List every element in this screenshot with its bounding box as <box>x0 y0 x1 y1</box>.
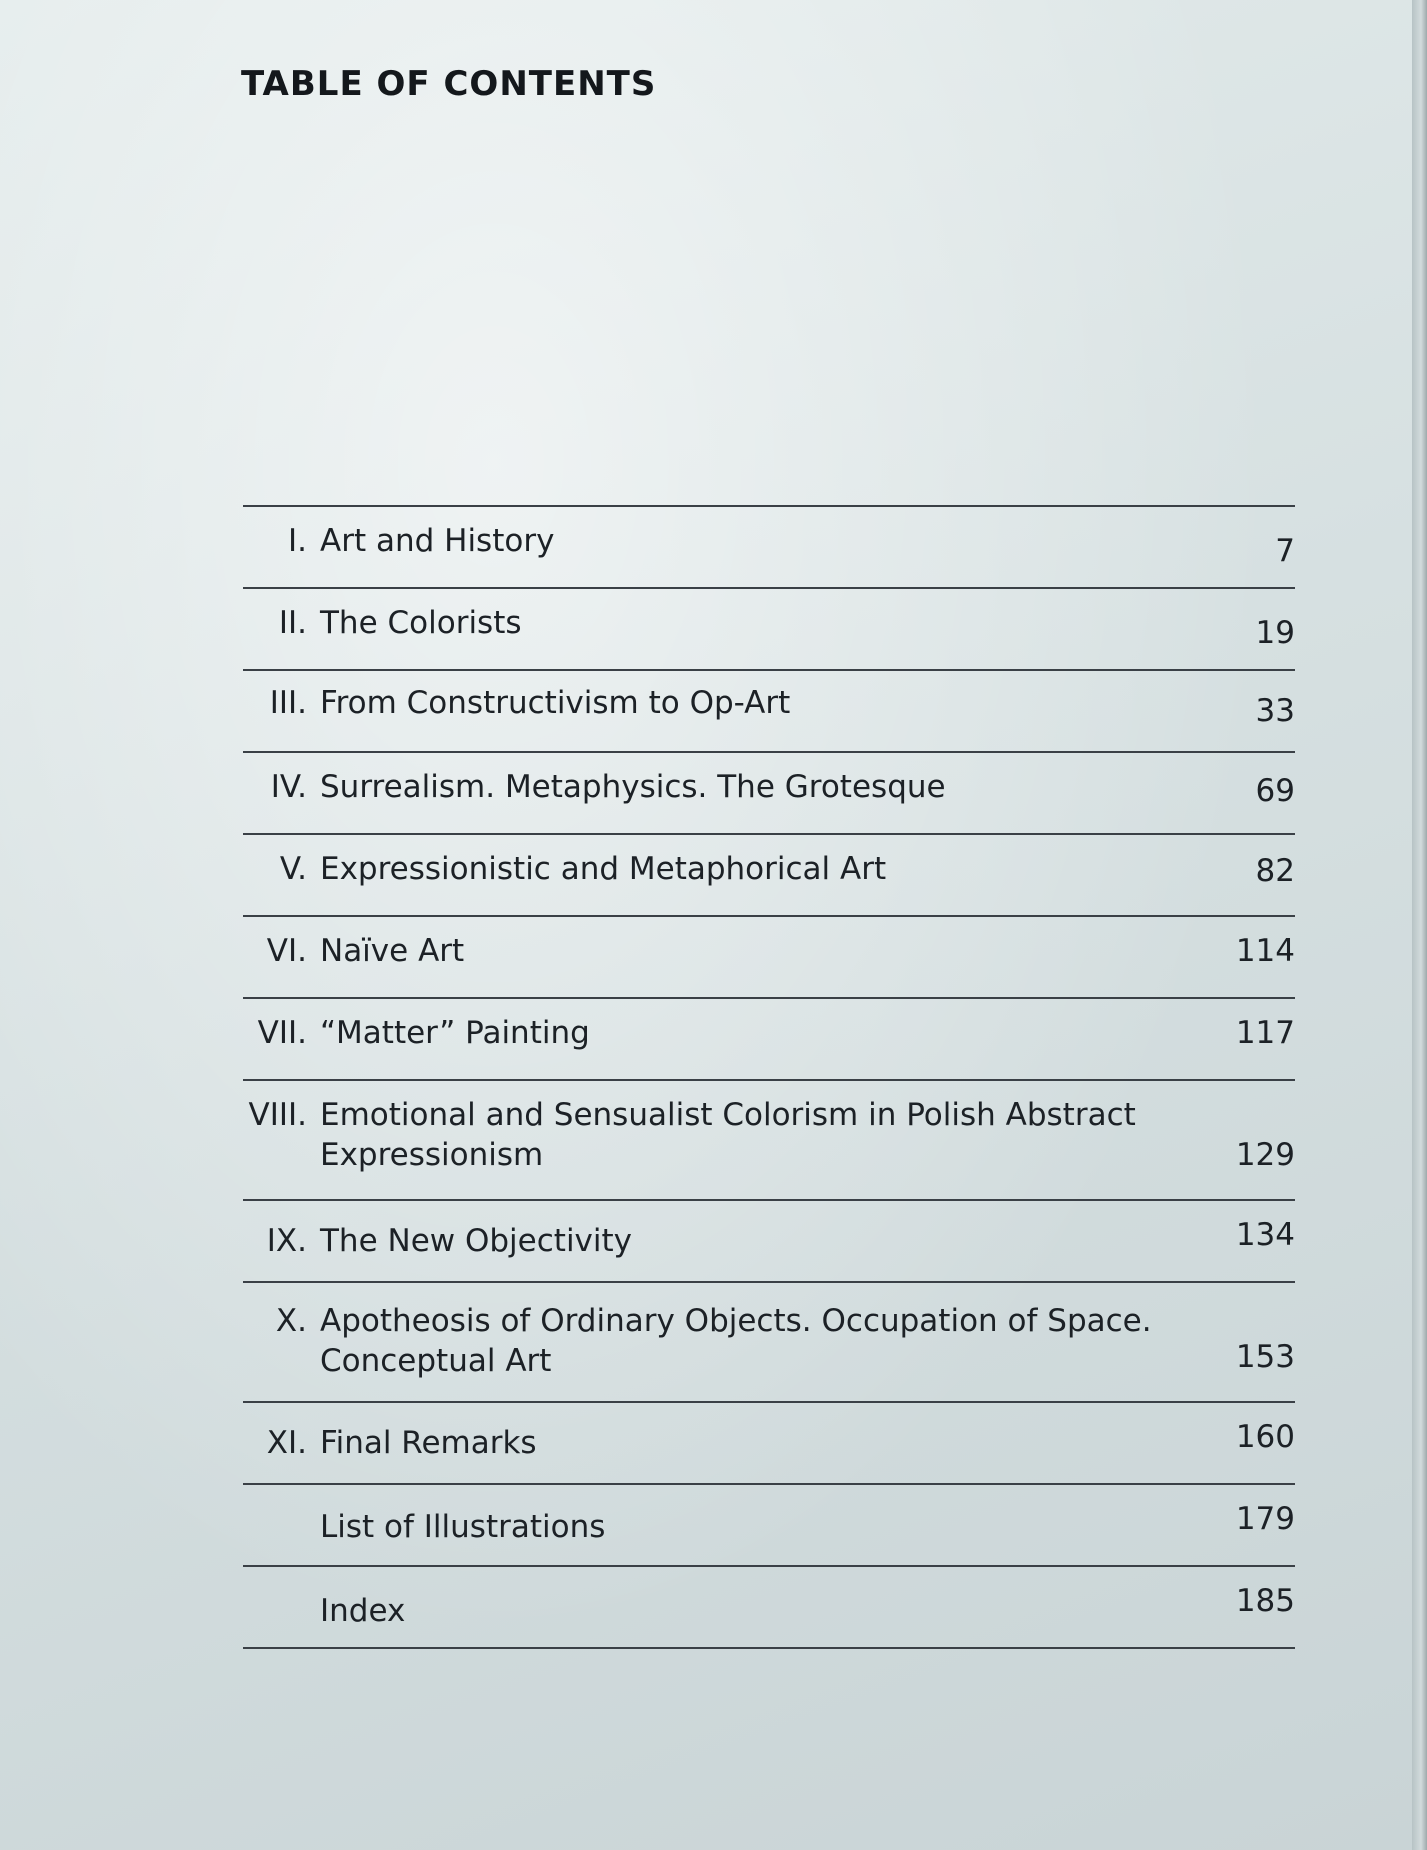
toc-entry-6 <box>243 917 1295 999</box>
chapter-title: Emotional and Sensualist Colorism in Polish Abstract Expressionism <box>320 1097 1136 1173</box>
page-edge <box>1412 0 1427 1850</box>
page-number: 129 <box>1235 1137 1295 1173</box>
chapter-title: Index <box>320 1593 406 1629</box>
page-number: 160 <box>1235 1419 1295 1455</box>
table-of-contents <box>243 505 1295 1649</box>
page-number: 114 <box>1235 933 1295 969</box>
toc-entry-11 <box>243 1403 1295 1485</box>
page-number: 19 <box>1255 615 1295 651</box>
page-number: 185 <box>1235 1583 1295 1619</box>
page-number: 117 <box>1235 1015 1295 1051</box>
chapter-number: VIII. <box>248 1097 307 1133</box>
toc-entry-1 <box>243 507 1295 589</box>
chapter-title: Expressionistic and Metaphorical Art <box>320 851 887 887</box>
toc-entry-10 <box>243 1283 1295 1403</box>
chapter-number: II. <box>278 605 307 641</box>
toc-entry-2 <box>243 589 1295 671</box>
page-number: 134 <box>1235 1217 1295 1253</box>
page-title: TABLE OF CONTENTS <box>241 64 657 104</box>
toc-entry-4 <box>243 753 1295 835</box>
page-number: 179 <box>1235 1501 1295 1537</box>
page-number: 7 <box>1275 533 1295 569</box>
chapter-title: List of Illustrations <box>320 1509 606 1545</box>
chapter-title: “Matter” Painting <box>320 1015 590 1051</box>
toc-entry-5 <box>243 835 1295 917</box>
chapter-number: V. <box>279 851 307 887</box>
chapter-number: VII. <box>257 1015 307 1051</box>
chapter-number: IX. <box>266 1223 307 1259</box>
chapter-title: Art and History <box>320 523 555 559</box>
chapter-title: From Constructivism to Op-Art <box>320 685 791 721</box>
chapter-number: I. <box>288 523 307 559</box>
chapter-number: XI. <box>266 1425 307 1461</box>
page-number: 33 <box>1255 693 1295 729</box>
chapter-number: IV. <box>270 769 307 805</box>
toc-entry-12 <box>243 1485 1295 1567</box>
toc-entry-13 <box>243 1567 1295 1649</box>
toc-entry-9 <box>243 1201 1295 1283</box>
chapter-title: Final Remarks <box>320 1425 537 1461</box>
toc-entry-8 <box>243 1081 1295 1201</box>
chapter-title: The New Objectivity <box>320 1223 633 1259</box>
page-number: 153 <box>1235 1339 1295 1375</box>
chapter-number: X. <box>275 1303 307 1339</box>
chapter-title: Apotheosis of Ordinary Objects. Occupation of Space. Conceptual Art <box>320 1303 1152 1379</box>
page-number: 82 <box>1255 853 1295 889</box>
chapter-title: Naïve Art <box>320 933 465 969</box>
page-number: 69 <box>1255 773 1295 809</box>
chapter-number: VI. <box>266 933 307 969</box>
toc-entry-7 <box>243 999 1295 1081</box>
chapter-number: III. <box>269 685 307 721</box>
chapter-title: The Colorists <box>320 605 522 641</box>
toc-entry-3 <box>243 671 1295 753</box>
chapter-title: Surrealism. Metaphysics. The Grotesque <box>320 769 946 805</box>
